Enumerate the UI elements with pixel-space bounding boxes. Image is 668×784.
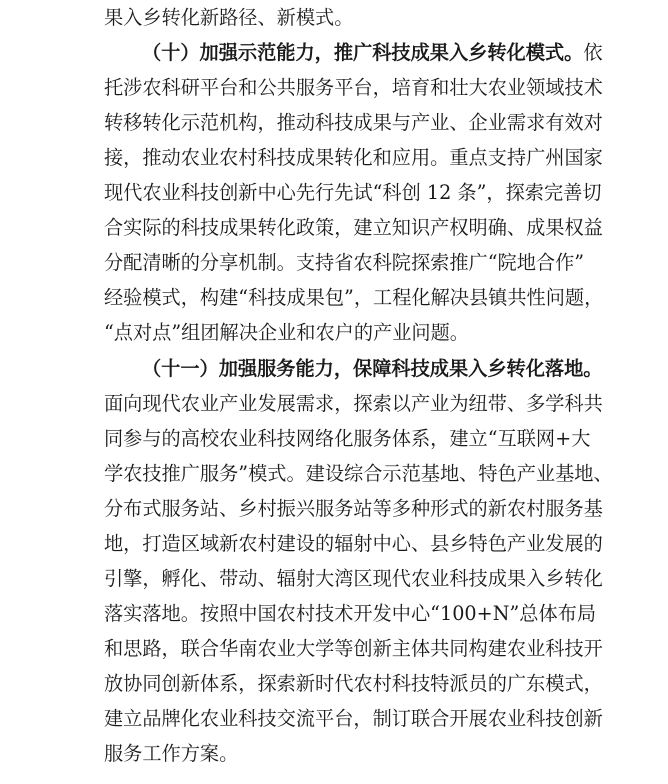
text-line-19: [104, 637, 603, 661]
line-text: “点对点”组团解决企业和农户的产业问题。: [104, 321, 469, 344]
text-line-17: [104, 567, 603, 591]
line-text: 和思路，联合华南农业大学等创新主体共同构建农业科技开: [104, 637, 603, 660]
text-line-21: [104, 707, 603, 731]
text-line-1: [104, 6, 574, 30]
line-text: 转移转化示范机构，推动科技成果与产业、企业需求有效对: [104, 111, 603, 134]
line-text: 放协同创新体系，探索新时代农村科技特派员的广东模式，: [104, 672, 603, 695]
text-line-12: [104, 392, 603, 416]
section-11-heading: （十一）加强服务能力，保障科技成果入乡转化落地。: [142, 357, 603, 380]
text-line-6: [104, 181, 602, 205]
text-line-8: [104, 251, 585, 275]
section-10-heading: （十）加强示范能力，推广科技成果入乡转化模式。: [142, 41, 584, 64]
text-line-5: [104, 146, 603, 170]
text-line-16: [104, 532, 603, 556]
line-text: 依: [583, 41, 603, 64]
section-11-heading-line: [142, 357, 603, 381]
line-text: 现代农业科技创新中心先行先试“科创 12 条”，探索完善切: [104, 181, 602, 204]
line-text: 建立品牌化农业科技交流平台，制订联合开展农业科技创新: [104, 707, 603, 730]
text-line-20: [104, 672, 603, 696]
text-line-15: [104, 497, 603, 521]
section-10-heading-line: [142, 41, 603, 65]
line-text: 托涉农科研平台和公共服务平台，培育和壮大农业领域技术: [104, 76, 603, 99]
text-line-10: [104, 321, 574, 345]
line-text: 地，打造区域新农村建设的辐射中心、县乡特色产业发展的: [104, 532, 603, 555]
text-line-13: [104, 427, 591, 451]
line-text: 同参与的高校农业科技网络化服务体系，建立“互联网+大: [104, 427, 591, 450]
line-text: 经验模式，构建“科技成果包”，工程化解决县镇共性问题，: [104, 286, 604, 309]
line-text: 引擎，孵化、带动、辐射大湾区现代农业科技成果入乡转化: [104, 567, 603, 590]
text-line-4: [104, 111, 603, 135]
text-line-3: [104, 76, 603, 100]
text-line-9: [104, 286, 604, 310]
line-text: 合实际的科技成果转化政策，建立知识产权明确、成果权益: [104, 216, 603, 239]
text-line-18: [104, 602, 597, 626]
text-line-22: [104, 742, 574, 766]
line-text: 落实落地。按照中国农村技术开发中心“100+N”总体布局: [104, 602, 597, 625]
line-text: 分布式服务站、乡村振兴服务站等多种形式的新农村服务基: [104, 497, 603, 520]
line-text: 学农技推广服务”模式。建设综合示范基地、特色产业基地、: [104, 462, 613, 485]
text-line-14: [104, 462, 613, 486]
line-text: 分配清晰的分享机制。支持省农科院探索推广“院地合作”: [104, 251, 585, 274]
line-text: 面向现代农业产业发展需求，探索以产业为纽带、多学科共: [104, 392, 603, 415]
line-text: 果入乡转化新路径、新模式。: [104, 6, 354, 29]
line-text: 服务工作方案。: [104, 742, 239, 765]
text-line-7: [104, 216, 603, 240]
line-text: 接，推动农业农村科技成果转化和应用。重点支持广州国家: [104, 146, 603, 169]
